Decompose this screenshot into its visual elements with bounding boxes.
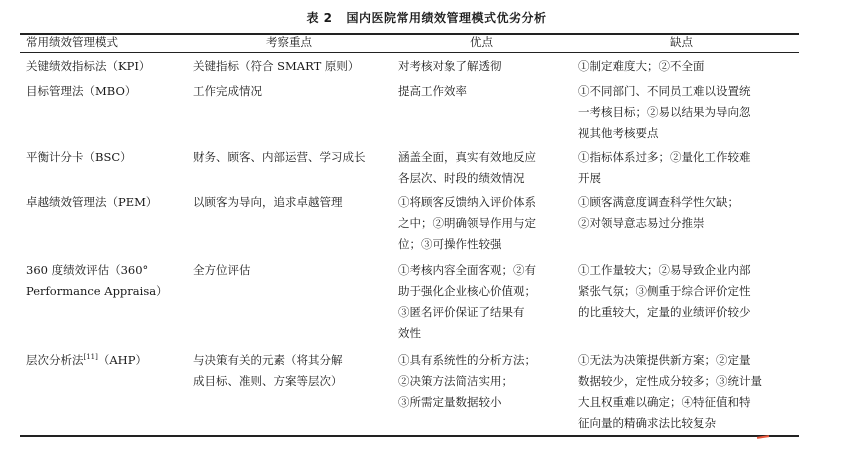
- row-pros-line: 助于强化企业核心价值观；: [398, 284, 536, 298]
- table-number: 表 2: [306, 11, 333, 25]
- row-mode: [26, 350, 147, 371]
- row-cons-line: ①不同部门、不同员工难以设置统: [578, 84, 751, 98]
- scan-mark: [757, 435, 769, 439]
- table-caption: [0, 9, 853, 26]
- row-mode-abbr: （AHP）: [97, 353, 147, 367]
- row-cons-line: 视其他考核要点: [578, 126, 659, 140]
- row-cons-line: 开展: [578, 171, 601, 185]
- row-pros-line: ①具有系统性的分析方法；: [398, 353, 536, 367]
- row-cons-line: 的比重较大，定量的业绩评价较少: [578, 305, 751, 319]
- bottom-rule: [20, 435, 799, 437]
- row-pros-line: ③匿名评价保证了结果有: [398, 305, 525, 319]
- header-cons: 缺点: [670, 35, 693, 49]
- citation-ref: [11]: [83, 353, 98, 362]
- row-focus: 工作完成情况: [193, 84, 262, 98]
- table-title: 国内医院常用绩效管理模式优劣分析: [346, 11, 547, 25]
- row-pros-line: 位；③可操作性较强: [398, 237, 502, 251]
- row-cons-line: ①指标体系过多；②量化工作较难: [578, 150, 751, 164]
- row-pros-line: 之中；②明确领导作用与定: [398, 216, 536, 230]
- header-focus: 考察重点: [266, 35, 312, 49]
- header-mode: 常用绩效管理模式: [26, 35, 118, 49]
- row-pros: 提高工作效率: [398, 84, 467, 98]
- row-pros-line: 各层次、时段的绩效情况: [398, 171, 525, 185]
- row-focus: 全方位评估: [193, 263, 251, 277]
- row-mode: 关键绩效指标法（KPI）: [26, 59, 151, 73]
- row-mode-line: Performance Appraisa）: [26, 284, 168, 298]
- row-focus: 以顾客为导向，追求卓越管理: [193, 195, 343, 209]
- row-mode: 目标管理法（MBO）: [26, 84, 137, 98]
- row-mode: 卓越绩效管理法（PEM）: [26, 195, 158, 209]
- row-pros-line: ③所需定量数据较小: [398, 395, 502, 409]
- row-cons-line: 大且权重难以确定；④特征值和特: [578, 395, 751, 409]
- row-mode-line: 360 度绩效评估（360°: [26, 263, 149, 277]
- row-cons: ①制定难度大；②不全面: [578, 59, 705, 73]
- row-pros-line: ①考核内容全面客观；②有: [398, 263, 536, 277]
- row-cons-line: ①无法为决策提供新方案；②定量: [578, 353, 751, 367]
- row-cons-line: ①顾客满意度调查科学性欠缺；: [578, 195, 739, 209]
- row-cons-line: ②对领导意志易过分推崇: [578, 216, 705, 230]
- row-focus: 关键指标（符合 SMART 原则）: [193, 59, 360, 73]
- row-pros: 对考核对象了解透彻: [398, 59, 502, 73]
- header-pros: 优点: [470, 35, 493, 49]
- row-pros-line: ①将顾客反馈纳入评价体系: [398, 195, 536, 209]
- row-pros-line: 效性: [398, 326, 421, 340]
- row-cons-line: 紧张气氛；③侧重于综合评价定性: [578, 284, 751, 298]
- row-cons-line: ①工作量较大；②易导致企业内部: [578, 263, 751, 277]
- row-mode: 平衡计分卡（BSC）: [26, 150, 132, 164]
- row-focus-line: 与决策有关的元素（将其分解: [193, 353, 343, 367]
- row-cons-line: 数据较少，定性成分较多；③统计量: [578, 374, 762, 388]
- row-cons-line: 一考核目标；②易以结果为导向忽: [578, 105, 751, 119]
- row-cons-line: 征向量的精确求法比较复杂: [578, 416, 716, 430]
- row-focus: 财务、顾客、内部运营、学习成长: [193, 150, 366, 164]
- row-pros-line: 涵盖全面，真实有效地反应: [398, 150, 536, 164]
- row-mode-name: 层次分析法: [26, 353, 84, 367]
- row-pros-line: ②决策方法简洁实用；: [398, 374, 513, 388]
- row-focus-line: 成目标、准则、方案等层次）: [193, 374, 343, 388]
- header-rule: [20, 52, 799, 53]
